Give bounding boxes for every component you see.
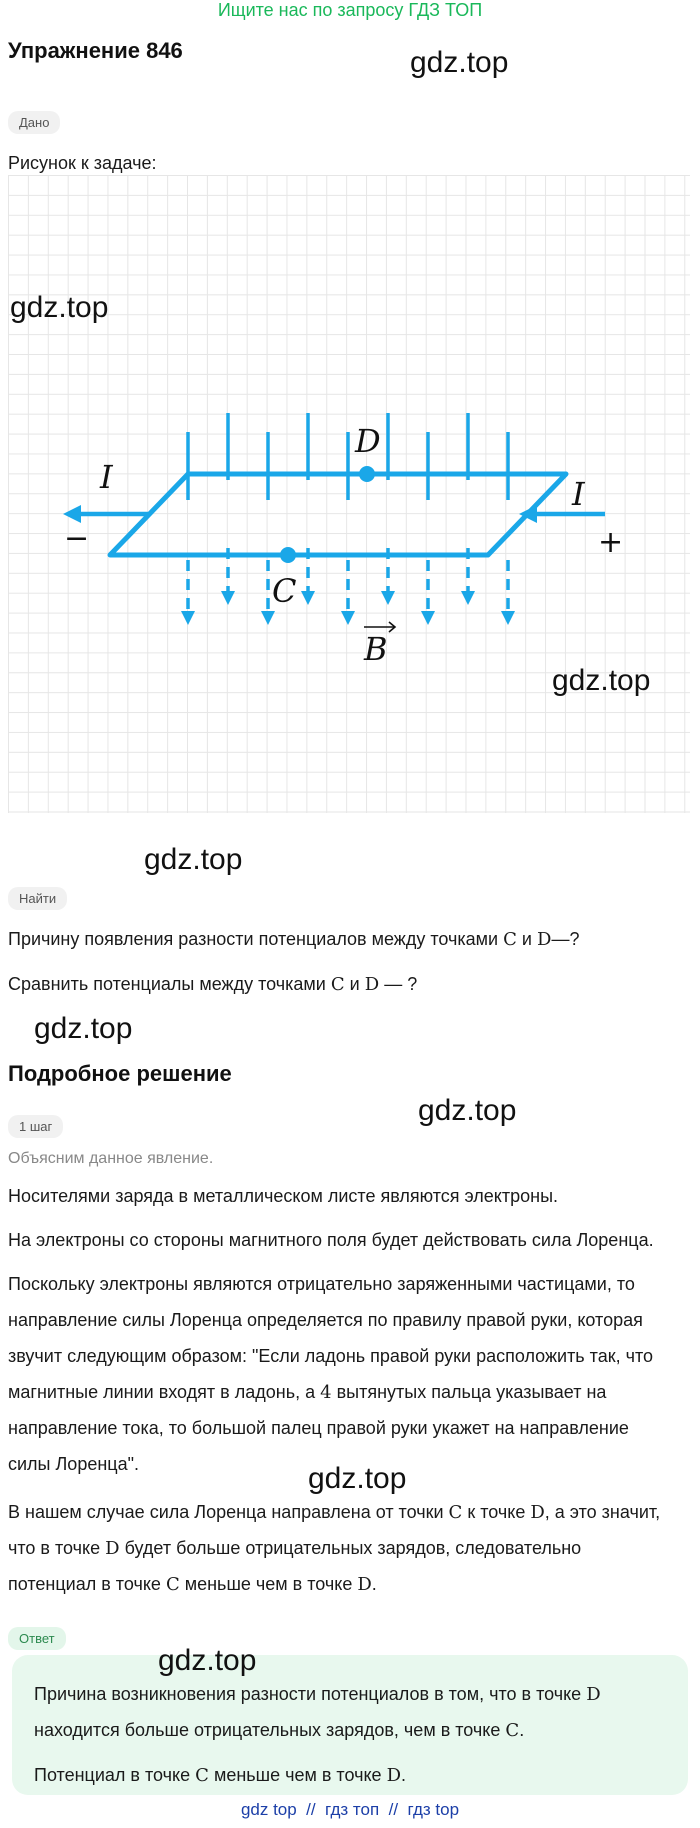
label-plus: + <box>598 525 624 560</box>
watermark: gdz.top <box>10 291 109 324</box>
paragraph-4-line: В нашем случае сила Лоренца направлена от точки C к точке D, а это значит, <box>8 1502 661 1523</box>
watermark: gdz.top <box>34 1012 133 1045</box>
top-link[interactable]: Ищите нас по запросу ГДЗ ТОП <box>217 0 483 20</box>
solution-title: Подробное решение <box>8 1061 232 1086</box>
watermark: gdz.top <box>410 46 509 79</box>
paragraph-3-line: направление силы Лоренца определяется по правилу правой руки, которая <box>8 1310 643 1330</box>
figure-diagram <box>8 175 690 813</box>
label-b: B <box>364 630 388 668</box>
paragraph-3-line: звучит следующим образом: "Если ладонь правой руки расположить так, что <box>8 1346 654 1366</box>
watermark: gdz.top <box>308 1462 407 1495</box>
watermark: gdz.top <box>144 843 243 876</box>
find-tag: Найти <box>8 887 67 910</box>
watermark: gdz.top <box>158 1644 257 1677</box>
paragraph-1: Носителями заряда в металлическом листе являются электроны. <box>8 1186 559 1206</box>
watermark: gdz.top <box>418 1094 517 1127</box>
step-tag: 1 шаг <box>8 1115 63 1138</box>
label-i-right: I <box>572 475 585 513</box>
bottom-links[interactable]: gdz top // гдз топ // гдз top <box>240 1800 460 1819</box>
answer-line-2: находится больше отрицательных зарядов, чем в точке C. <box>34 1720 525 1741</box>
answer-line-3: Потенциал в точке C меньше чем в точке D. <box>34 1765 407 1786</box>
page-title: Упражнение 846 <box>8 38 183 63</box>
label-minus: − <box>64 521 90 556</box>
point-c <box>280 547 296 563</box>
point-d <box>359 466 375 482</box>
paragraph-3-line: Поскольку электроны являются отрицательно заряженными частицами, то <box>8 1274 635 1294</box>
field-lines-solid <box>188 413 508 500</box>
label-i-left: I <box>100 458 113 496</box>
find-question-2: Сравнить потенциалы между точками C и D — ? <box>8 974 418 995</box>
answer-tag: Ответ <box>8 1627 66 1650</box>
paragraph-2: На электроны со стороны магнитного поля будет действовать сила Лоренца. <box>8 1230 654 1250</box>
label-d: D <box>355 422 381 460</box>
paragraph-4-line: потенциал в точке C меньше чем в точке D. <box>8 1574 377 1595</box>
paragraph-3-line: направление тока, то большой палец правой руки укажет на направление <box>8 1418 629 1438</box>
answer-line-1: Причина возникновения разности потенциалов в том, что в точке D <box>34 1684 601 1705</box>
given-tag: Дано <box>8 111 60 134</box>
watermark: gdz.top <box>552 664 651 697</box>
paragraph-4-line: что в точке D будет больше отрицательных зарядов, следовательно <box>8 1538 582 1559</box>
step-hint: Объясним данное явление. <box>8 1150 214 1167</box>
label-c: C <box>272 572 297 610</box>
find-question-1: Причину появления разности потенциалов между точками C и D—? <box>8 929 580 950</box>
field-lines-dashed <box>188 548 508 618</box>
paragraph-3-line: магнитные линии входят в ладонь, а 4 вытянутых пальца указывает на <box>8 1382 607 1403</box>
figure-label: Рисунок к задаче: <box>8 153 157 173</box>
metal-plate <box>110 474 566 555</box>
paragraph-3-line: силы Лоренца". <box>8 1454 139 1474</box>
